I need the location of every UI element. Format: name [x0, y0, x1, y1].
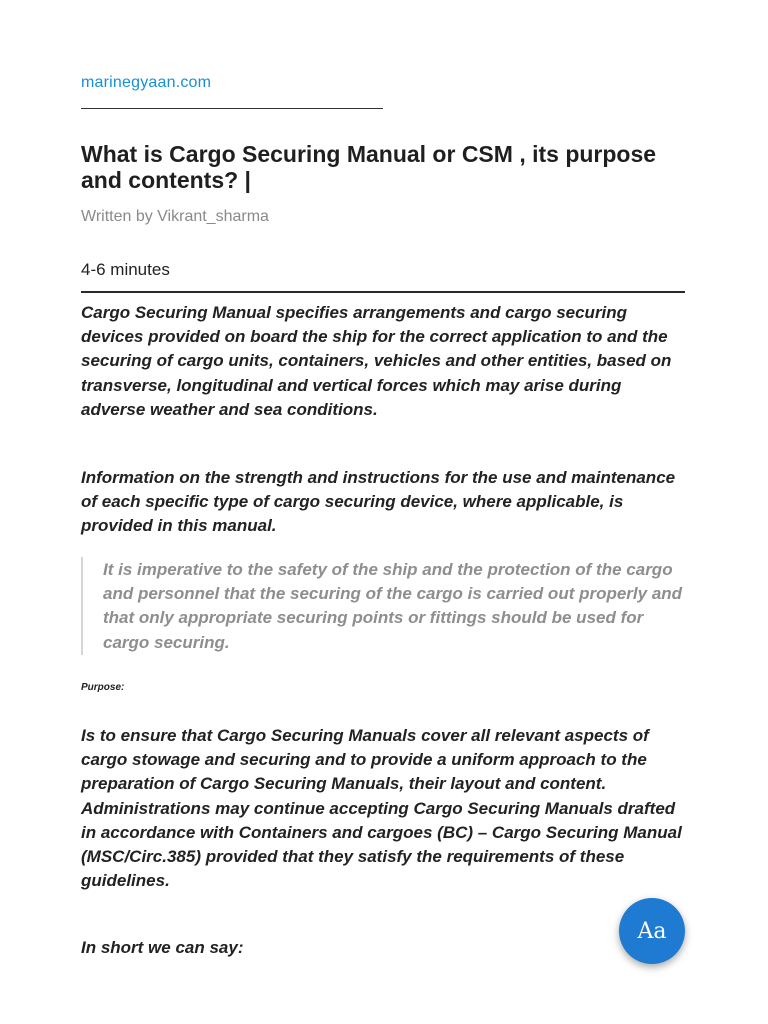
site-divider	[81, 108, 383, 109]
header-divider	[81, 291, 685, 293]
purpose-label: Purpose:	[81, 682, 125, 693]
blockquote	[81, 557, 688, 655]
paragraph-information: Information on the strength and instructions for the use and maintenance of each specific type of cargo securing device, where applicable, is provided in this manual.	[81, 468, 676, 536]
paragraph-purpose: Is to ensure that Cargo Securing Manuals cover all relevant aspects of cargo stowage and securing and to provide a uniform approach to the preparation of Cargo Securing Manuals, their layout and content. Administrations may continue accepting Cargo Securing Manuals drafted in accordance with Containers and cargoes (BC) – Cargo Securing Manual (MSC/Circ.385) provided that they satisfy the requirements of these guidelines.	[81, 726, 682, 891]
article-title: What is Cargo Securing Manual or CSM , its purpose and contents? |	[81, 141, 657, 193]
read-time: 4-6 minutes	[81, 260, 170, 279]
paragraph-short-heading: In short we can say:	[81, 938, 244, 957]
blockquote-text: It is imperative to the safety of the ship and the protection of the cargo and personnel that the securing of the cargo is carried out properly and that only appropriate securing points or fittings should be used for cargo securing.	[103, 560, 683, 652]
site-link[interactable]: marinegyaan.com	[81, 74, 212, 91]
paragraph-intro: Cargo Securing Manual specifies arrangements and cargo securing devices provided on board the ship for the correct application to and the securing of cargo units, containers, vehicles and other entities, based on transverse, longitudinal and vertical forces which may arise during adverse weather and sea conditions.	[81, 303, 672, 419]
font-settings-button[interactable]: Aa	[619, 898, 685, 964]
article-byline: Written by Vikrant_sharma	[81, 208, 269, 225]
